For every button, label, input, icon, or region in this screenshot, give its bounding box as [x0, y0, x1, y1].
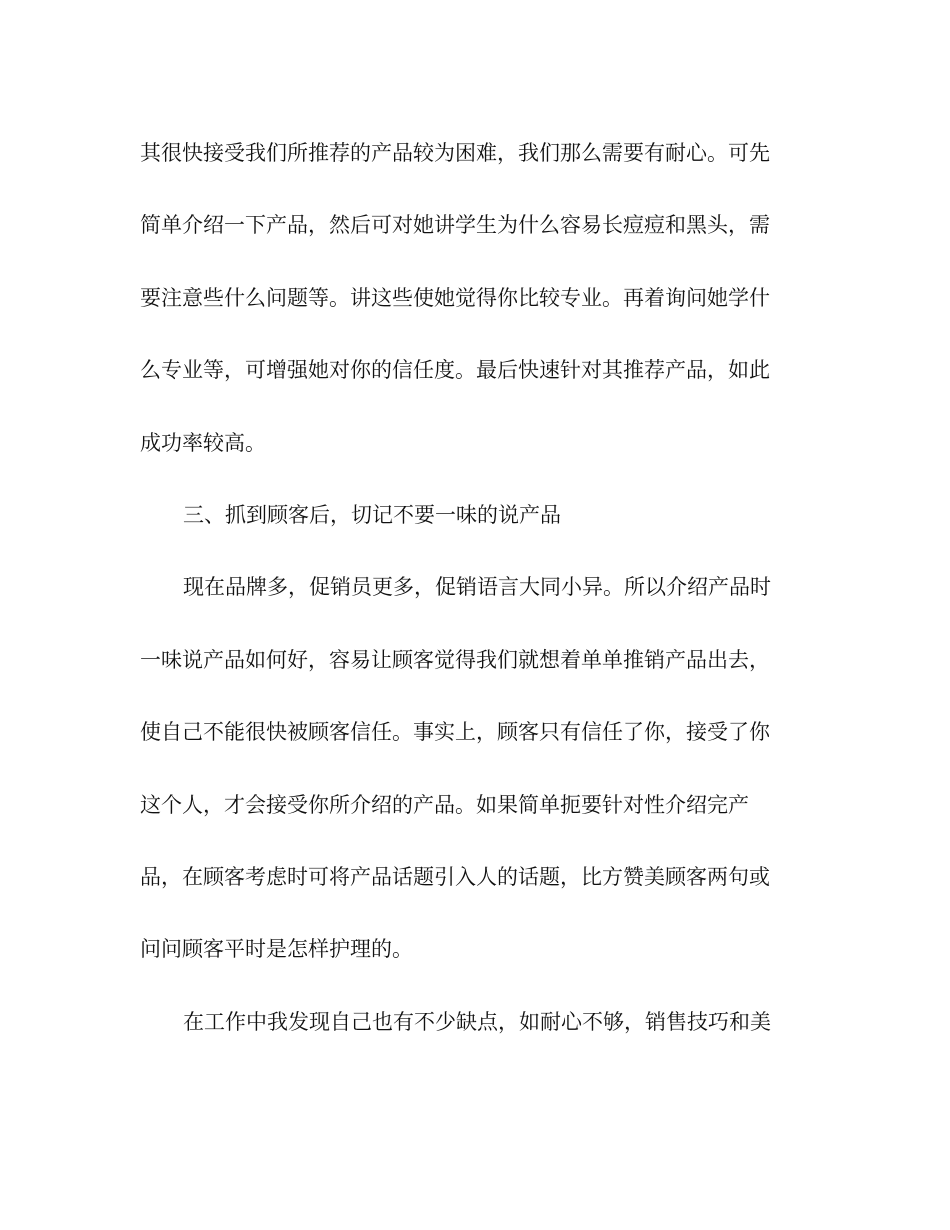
section-heading: 三、抓到顾客后，切记不要一味的说产品: [183, 502, 561, 527]
document-body: [140, 133, 800, 1074]
text-line: 一味说产品如何好，容易让顾客觉得我们就想着单单推销产品出去，: [140, 647, 770, 672]
text-line: 这个人，才会接受你所介绍的产品。如果简单扼要针对性介绍完产: [140, 792, 749, 817]
text-line: 简单介绍一下产品，然后可对她讲学生为什么容易长痘痘和黑头，需: [140, 213, 770, 238]
text-line: 成功率较高。: [140, 430, 266, 455]
text-line: 品，在顾客考虑时可将产品话题引入人的话题，比方赞美顾客两句或: [140, 864, 770, 889]
text-line: 其很快接受我们所推荐的产品较为困难，我们那么需要有耐心。可先: [140, 141, 770, 165]
text-line: 问问顾客平时是怎样护理的。: [140, 937, 413, 962]
text-line: 使自己不能很快被顾客信任。事实上，顾客只有信任了你，接受了你: [140, 720, 770, 745]
text-line: 么专业等，可增强她对你的信任度。最后快速针对其推荐产品，如此: [140, 358, 770, 383]
text-line: 要注意些什么问题等。讲这些使她觉得你比较专业。再着询问她学什: [140, 285, 770, 310]
text-line: 在工作中我发现自己也有不少缺点，如耐心不够，销售技巧和美: [183, 1009, 771, 1034]
text-line: 现在品牌多，促销员更多，促销语言大同小异。所以介绍产品时: [183, 575, 771, 600]
